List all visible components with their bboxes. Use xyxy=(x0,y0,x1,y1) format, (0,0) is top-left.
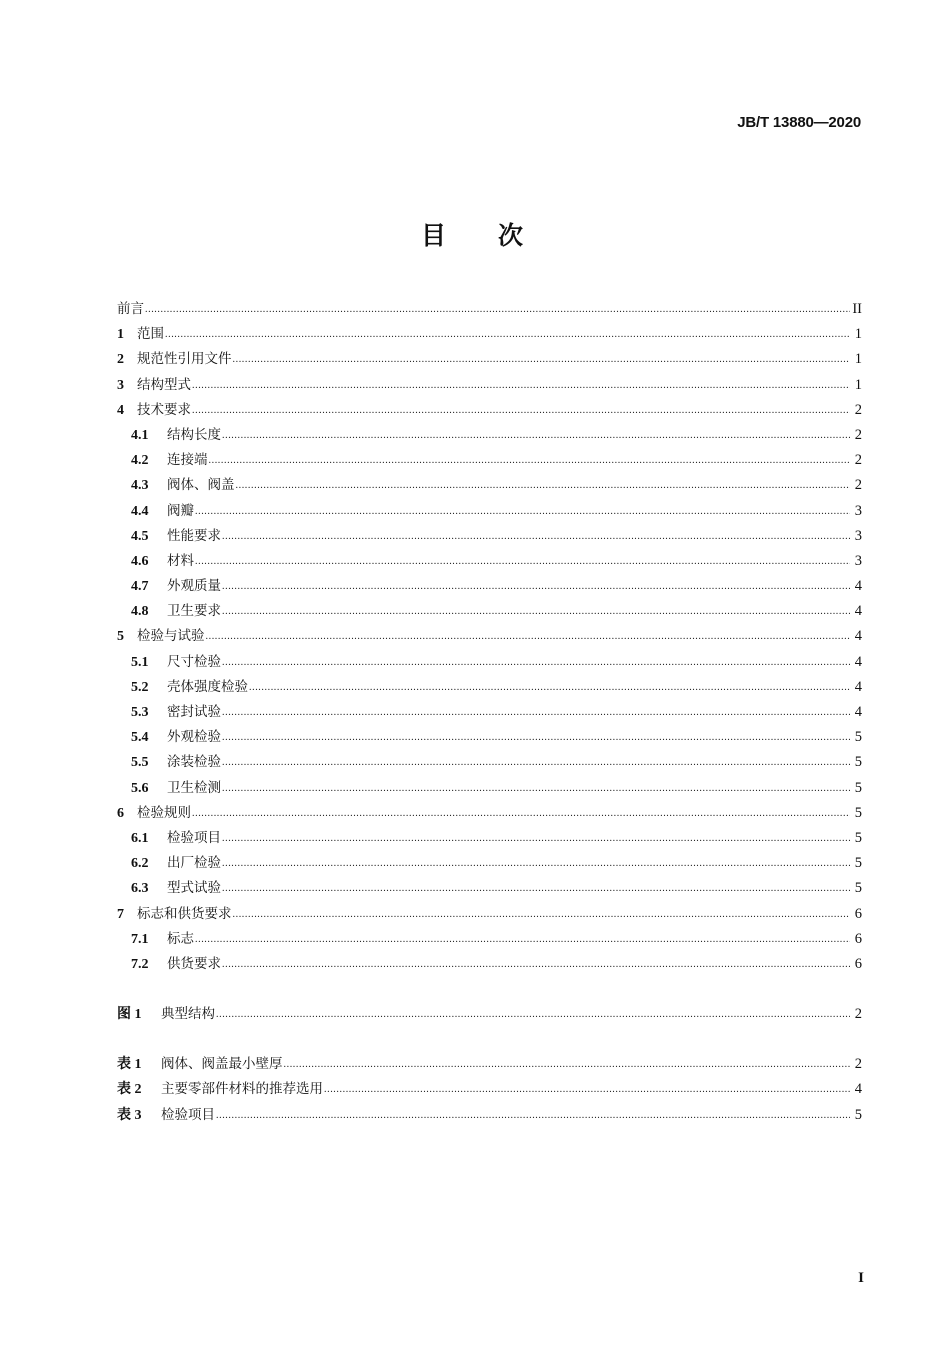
toc-dot-leader xyxy=(216,1103,850,1128)
toc-entry-label: 尺寸检验 xyxy=(167,653,221,670)
toc-entry-label: 材料 xyxy=(167,552,194,569)
toc-subentry[interactable] xyxy=(117,473,862,498)
toc-entry-label: 外观检验 xyxy=(167,729,221,746)
toc-entry-page: 6 xyxy=(854,905,862,922)
toc-entry-page: 2 xyxy=(854,452,862,469)
toc-dot-leader xyxy=(192,373,850,398)
toc-figure-label: 典型结构 xyxy=(161,1006,215,1023)
toc-entry-label: 标志和供货要求 xyxy=(137,905,232,922)
toc-entry-number: 4.8 xyxy=(131,604,149,620)
toc-dot-leader xyxy=(222,574,850,599)
toc-dot-leader xyxy=(233,902,851,927)
toc-entry-label: 阀体、阀盖 xyxy=(167,477,235,494)
toc-entry-label: 结构长度 xyxy=(167,426,221,443)
toc-entry-page: 4 xyxy=(854,578,862,595)
toc-entry-number: 5.4 xyxy=(131,730,149,746)
toc-entry-number: 7.1 xyxy=(131,931,149,947)
toc-subentry[interactable] xyxy=(117,448,862,473)
toc-subentry[interactable] xyxy=(117,851,862,876)
toc-entry-page: 2 xyxy=(854,426,862,443)
toc-entry[interactable] xyxy=(117,624,862,649)
toc-figure-page: 2 xyxy=(854,1006,862,1023)
toc-dot-leader xyxy=(222,776,850,801)
toc-table-entry[interactable] xyxy=(117,1103,862,1128)
toc-entry-page: 5 xyxy=(854,829,862,846)
toc-entry-page: 2 xyxy=(854,401,862,418)
toc-entry-label: 卫生要求 xyxy=(167,603,221,620)
toc-table-number: 表 1 xyxy=(117,1057,142,1073)
toc-entry-number: 5 xyxy=(117,629,124,645)
toc-subentry[interactable] xyxy=(117,650,862,675)
toc-entry-page: 4 xyxy=(854,704,862,720)
toc-entry-number: 4.6 xyxy=(131,553,149,569)
toc-subentry[interactable] xyxy=(117,876,862,901)
toc-dot-leader xyxy=(222,423,850,448)
toc-entry-page: 1 xyxy=(854,326,862,343)
toc-entry-number: 1 xyxy=(117,327,124,343)
toc-entry-page: 2 xyxy=(854,477,862,494)
toc-table-label: 检验项目 xyxy=(161,1106,215,1123)
toc-subentry[interactable] xyxy=(117,549,862,574)
toc-entry-number: 4.3 xyxy=(131,478,149,494)
toc-entry-number: 5.3 xyxy=(131,705,149,720)
standard-code-prefix: JB/T xyxy=(737,114,769,131)
toc-entry-page: 3 xyxy=(854,552,862,569)
toc-entry-page: 3 xyxy=(854,527,862,544)
toc-entry[interactable] xyxy=(117,373,862,398)
toc-entry-page: 5 xyxy=(854,804,862,821)
toc-entry-page: 1 xyxy=(854,376,862,393)
toc-subentry[interactable] xyxy=(117,599,862,624)
toc-entry-label: 供货要求 xyxy=(167,955,221,972)
toc-entry-page: 6 xyxy=(854,955,862,972)
toc-dot-leader xyxy=(222,826,850,851)
spacer xyxy=(117,1027,862,1052)
toc-table-entry[interactable] xyxy=(117,1077,862,1102)
toc-entry-label: 技术要求 xyxy=(137,401,191,418)
toc-entry-number: 4.2 xyxy=(131,453,149,469)
toc-entry[interactable] xyxy=(117,398,862,423)
toc-subentry[interactable] xyxy=(117,574,862,599)
toc-dot-leader xyxy=(236,473,851,498)
table-of-contents xyxy=(117,297,862,1128)
toc-entry-number: 5.6 xyxy=(131,780,149,796)
toc-dot-leader xyxy=(222,599,850,624)
toc-entry-page: 4 xyxy=(854,678,862,695)
toc-entry-page: 1 xyxy=(854,351,862,368)
toc-entry-label: 性能要求 xyxy=(167,527,221,544)
toc-dot-leader xyxy=(249,675,850,700)
toc-subentry[interactable] xyxy=(117,524,862,549)
toc-dot-leader xyxy=(206,624,851,649)
toc-table-page: 2 xyxy=(854,1056,862,1073)
toc-entry-number: 4 xyxy=(117,402,124,418)
toc-entry[interactable] xyxy=(117,347,862,372)
toc-dot-leader xyxy=(284,1052,851,1077)
toc-subentry[interactable] xyxy=(117,927,862,952)
toc-entry-label: 型式试验 xyxy=(167,880,221,897)
toc-entry-label: 结构型式 xyxy=(137,376,191,393)
toc-entry-number: 6.1 xyxy=(131,830,149,846)
toc-entry-label: 壳体强度检验 xyxy=(167,678,248,695)
toc-figure-entry[interactable] xyxy=(117,1002,862,1027)
toc-dot-leader xyxy=(209,448,851,473)
toc-subentry[interactable] xyxy=(117,725,862,750)
toc-subentry[interactable] xyxy=(117,750,862,775)
toc-entry-number: 4.1 xyxy=(131,427,149,443)
toc-subentry[interactable] xyxy=(117,826,862,851)
toc-entry-label: 出厂检验 xyxy=(167,855,221,872)
toc-entry-label: 密封试验 xyxy=(167,704,221,720)
toc-entry-page: 5 xyxy=(854,779,862,796)
toc-entry-number: 7.2 xyxy=(131,956,149,972)
toc-entry-label: 卫生检测 xyxy=(167,779,221,796)
toc-dot-leader xyxy=(222,750,850,775)
toc-dot-leader xyxy=(195,549,850,574)
toc-dot-leader xyxy=(222,700,850,725)
toc-table-page: 5 xyxy=(854,1106,862,1123)
toc-entry-label: 检验与试验 xyxy=(137,628,205,645)
toc-entry-number: 6 xyxy=(117,805,124,821)
toc-entry-label: 标志 xyxy=(167,930,194,947)
toc-table-entry[interactable] xyxy=(117,1052,862,1077)
toc-dot-leader xyxy=(165,322,850,347)
toc-entry-page: 5 xyxy=(854,855,862,872)
toc-entry-number: 7 xyxy=(117,906,124,922)
toc-entry-number: 4.4 xyxy=(131,503,149,519)
toc-figure-number: 图 1 xyxy=(117,1007,142,1023)
toc-entry-label: 涂装检验 xyxy=(167,754,221,771)
toc-subentry[interactable] xyxy=(117,423,862,448)
toc-entry-page: 6 xyxy=(854,930,862,947)
page-number: I xyxy=(858,1270,864,1286)
toc-entry-label: 阀瓣 xyxy=(167,502,194,519)
toc-table-page: 4 xyxy=(854,1081,862,1098)
toc-entry-label: 规范性引用文件 xyxy=(137,351,232,368)
toc-dot-leader xyxy=(195,927,850,952)
toc-entry-page: 4 xyxy=(854,628,862,645)
toc-table-number: 表 2 xyxy=(117,1082,142,1098)
toc-entry-number: 5.2 xyxy=(131,679,149,695)
toc-entry-number: 6.2 xyxy=(131,856,149,872)
toc-entry-number: 4.7 xyxy=(131,579,149,595)
toc-entry-number: 6.3 xyxy=(131,881,149,897)
toc-table-label: 阀体、阀盖最小壁厚 xyxy=(161,1056,283,1073)
toc-entry-foreword[interactable] xyxy=(117,297,862,322)
toc-dot-leader xyxy=(222,876,850,901)
spacer xyxy=(117,977,862,1002)
toc-entry-number: 2 xyxy=(117,352,124,368)
toc-dot-leader xyxy=(222,952,850,977)
page-title: 目次 xyxy=(420,221,575,250)
standard-code xyxy=(737,114,861,131)
standard-code-number: 13880—2020 xyxy=(772,114,861,131)
toc-entry-number: 5.1 xyxy=(131,654,149,670)
toc-entry[interactable] xyxy=(117,902,862,927)
toc-table-number: 表 3 xyxy=(117,1107,142,1123)
toc-entry-page: 5 xyxy=(854,880,862,897)
toc-subentry[interactable] xyxy=(117,952,862,977)
toc-subentry[interactable] xyxy=(117,700,862,725)
toc-dot-leader xyxy=(192,398,850,423)
toc-entry[interactable] xyxy=(117,801,862,826)
toc-dot-leader xyxy=(222,851,850,876)
toc-subentry[interactable] xyxy=(117,675,862,700)
toc-entry-label: 检验项目 xyxy=(167,829,221,846)
toc-entry-number: 5.5 xyxy=(131,755,149,771)
toc-dot-leader xyxy=(222,524,850,549)
toc-dot-leader xyxy=(195,499,850,524)
toc-entry-label: 外观质量 xyxy=(167,578,221,595)
toc-entry-page: II xyxy=(852,301,862,317)
toc-entry-page: 5 xyxy=(854,729,862,746)
toc-entry-page: 5 xyxy=(854,754,862,771)
toc-dot-leader xyxy=(192,801,850,826)
toc-entry-page: 3 xyxy=(854,502,862,519)
toc-entry-page: 4 xyxy=(854,603,862,620)
toc-entry-number: 4.5 xyxy=(131,528,149,544)
toc-entry-label: 连接端 xyxy=(167,452,208,469)
toc-table-label: 主要零部件材料的推荐选用 xyxy=(161,1081,323,1098)
toc-subentry[interactable] xyxy=(117,776,862,801)
toc-dot-leader xyxy=(216,1002,850,1027)
toc-dot-leader xyxy=(145,297,850,322)
toc-dot-leader xyxy=(222,650,850,675)
toc-dot-leader xyxy=(222,725,850,750)
toc-entry-label: 检验规则 xyxy=(137,804,191,821)
toc-entry-number: 3 xyxy=(117,377,124,393)
toc-entry-label: 前言 xyxy=(117,301,144,317)
toc-subentry[interactable] xyxy=(117,499,862,524)
toc-dot-leader xyxy=(324,1077,850,1102)
toc-entry[interactable] xyxy=(117,322,862,347)
toc-entry-label: 范围 xyxy=(137,326,164,343)
toc-dot-leader xyxy=(233,347,851,372)
toc-entry-page: 4 xyxy=(854,653,862,670)
